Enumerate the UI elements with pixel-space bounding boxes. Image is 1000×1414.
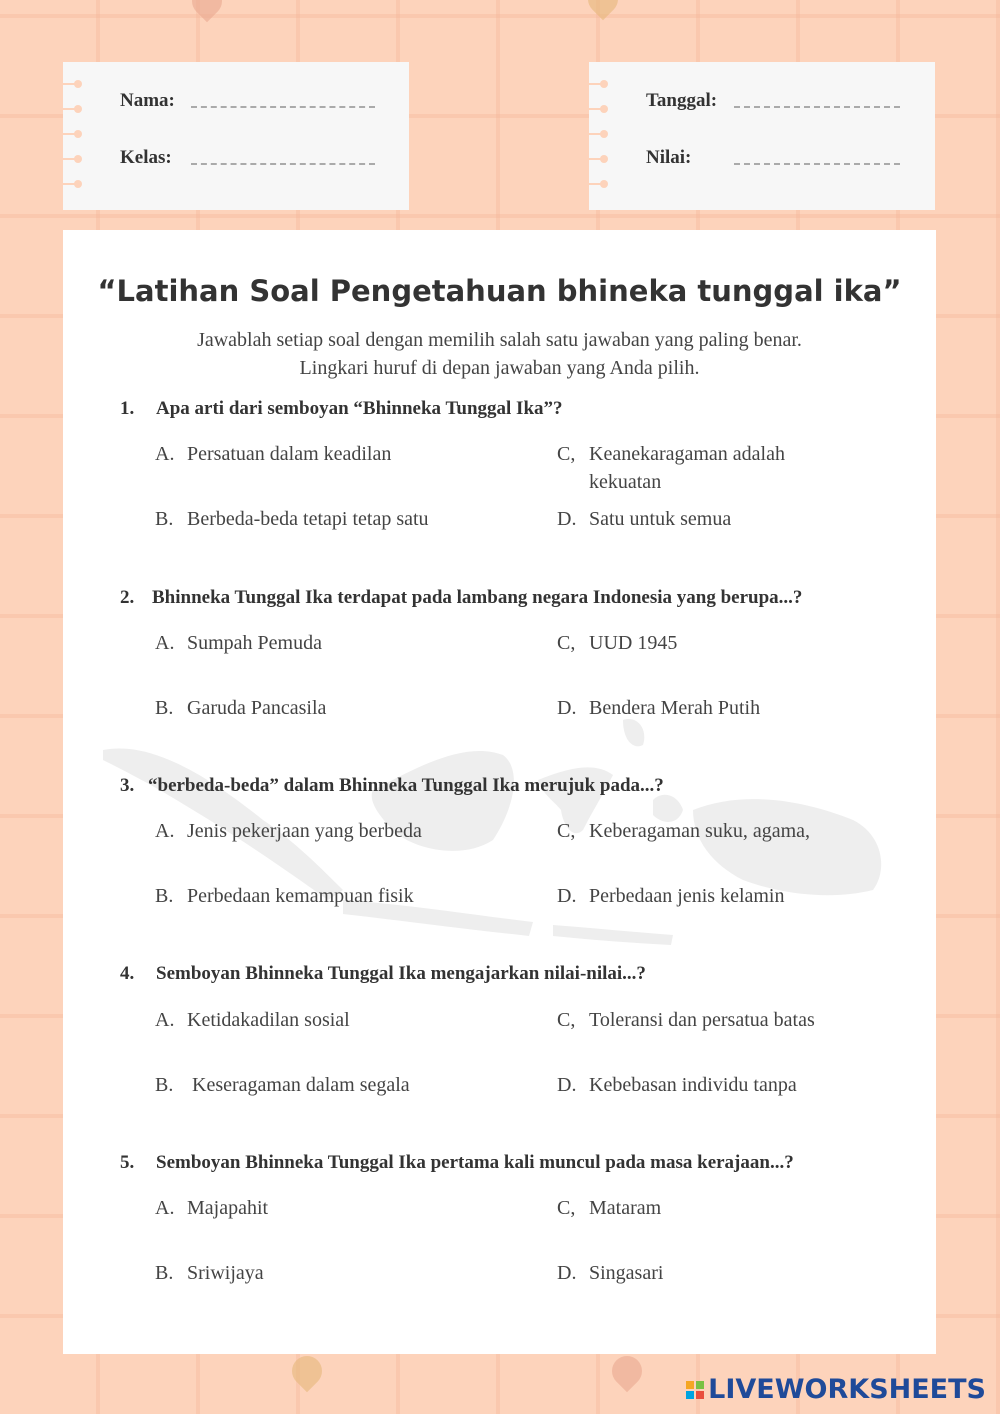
option-text: Satu untuk semua xyxy=(589,508,732,530)
nama-input-line[interactable] xyxy=(191,106,375,108)
question-4 xyxy=(120,963,646,985)
option-text: Sumpah Pemuda xyxy=(187,632,322,654)
option-letter: D. xyxy=(557,885,577,907)
question-number: 3. xyxy=(120,775,135,796)
option-letter: B. xyxy=(155,697,174,719)
question-text: Apa arti dari semboyan “Bhinneka Tunggal Ika”? xyxy=(156,398,563,419)
question-2 xyxy=(120,587,802,609)
question-number: 4. xyxy=(120,963,135,984)
decor-heart xyxy=(186,0,228,22)
option-text: Bendera Merah Putih xyxy=(589,697,761,719)
nama-label: Nama: xyxy=(120,90,175,111)
liveworksheets-logo xyxy=(686,1374,986,1405)
tanggal-label: Tanggal: xyxy=(646,90,718,111)
option-letter: C, xyxy=(557,632,576,654)
option-letter: D. xyxy=(557,697,577,719)
option-letter: A. xyxy=(155,632,175,654)
option-letter: C, xyxy=(557,443,576,465)
option-text: Majapahit xyxy=(187,1197,269,1219)
question-5 xyxy=(120,1152,794,1174)
option-letter: B. xyxy=(155,1262,174,1284)
question-number: 2. xyxy=(120,587,135,608)
option-text: Keberagaman suku, agama, xyxy=(589,820,811,842)
option-text: Ketidakadilan sosial xyxy=(187,1009,350,1031)
option-letter: A. xyxy=(155,820,175,842)
option-letter: A. xyxy=(155,1197,175,1219)
question-text: Bhinneka Tunggal Ika terdapat pada lambang negara Indonesia yang berupa...? xyxy=(152,587,803,608)
decor-heart xyxy=(286,1350,328,1392)
option-text: Singasari xyxy=(589,1262,664,1284)
question-text: Semboyan Bhinneka Tunggal Ika pertama kali muncul pada masa kerajaan...? xyxy=(156,1152,794,1173)
question-text: Semboyan Bhinneka Tunggal Ika mengajarkan nilai-nilai...? xyxy=(156,963,646,984)
decor-heart xyxy=(582,0,624,20)
question-number: 5. xyxy=(120,1152,135,1173)
option-text: Sriwijaya xyxy=(187,1262,264,1284)
option-text: Jenis pekerjaan yang berbeda xyxy=(187,820,422,842)
question-number: 1. xyxy=(120,398,135,419)
option-letter: D. xyxy=(557,508,577,530)
question-1 xyxy=(120,398,563,420)
option-letter: A. xyxy=(155,443,175,465)
nilai-label: Nilai: xyxy=(646,147,692,168)
option-letter: D. xyxy=(557,1262,577,1284)
tanggal-input-line[interactable] xyxy=(734,106,900,108)
option-text: Persatuan dalam keadilan xyxy=(187,443,392,465)
question-3 xyxy=(120,775,664,797)
option-text: Mataram xyxy=(589,1197,662,1219)
decor-heart xyxy=(606,1350,648,1392)
worksheet-instruction: Jawablah setiap soal dengan memilih salah satu jawaban yang paling benar. Lingkari huruf di depan jawaban yang Anda pilih. xyxy=(197,329,802,379)
brand-text: LIVEWORKSHEETS xyxy=(708,1374,986,1405)
worksheet-title: “Latihan Soal Pengetahuan bhineka tunggal ika” xyxy=(97,274,902,308)
option-letter: C, xyxy=(557,820,576,842)
kelas-input-line[interactable] xyxy=(191,163,375,165)
option-letter: B. xyxy=(155,508,174,530)
option-text: Keanekaragaman adalah kekuatan xyxy=(589,443,785,493)
option-letter: A. xyxy=(155,1009,175,1031)
option-letter: C, xyxy=(557,1009,576,1031)
option-letter: B. xyxy=(155,1074,174,1096)
option-text: Berbeda-beda tetapi tetap satu xyxy=(187,508,429,530)
binder-holes xyxy=(74,80,82,205)
kelas-label: Kelas: xyxy=(120,147,172,168)
option-letter: D. xyxy=(557,1074,577,1096)
option-text: Perbedaan kemampuan fisik xyxy=(187,885,414,907)
option-text: UUD 1945 xyxy=(589,632,678,654)
option-text: Garuda Pancasila xyxy=(187,697,327,719)
binder-holes xyxy=(600,80,608,205)
option-text: Keseragaman dalam segala xyxy=(187,1074,410,1096)
option-text: Kebebasan individu tanpa xyxy=(589,1074,797,1096)
option-letter: C, xyxy=(557,1197,576,1219)
worksheet xyxy=(63,230,936,1354)
nilai-input-line[interactable] xyxy=(734,163,900,165)
question-text: “berbeda-beda” dalam Bhinneka Tunggal Ika merujuk pada...? xyxy=(148,775,664,796)
option-text: Toleransi dan persatua batas xyxy=(589,1009,815,1031)
option-text: Perbedaan jenis kelamin xyxy=(589,885,785,907)
date-score-card xyxy=(589,62,935,210)
option-letter: B. xyxy=(155,885,174,907)
student-info-card xyxy=(63,62,409,210)
logo-squares-icon xyxy=(686,1381,704,1399)
